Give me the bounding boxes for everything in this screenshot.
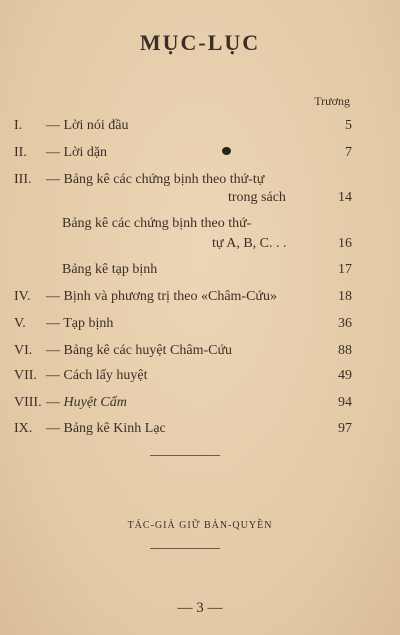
toc-entry-text: Bảng kê tạp bịnh: [62, 262, 158, 277]
divider: [150, 548, 220, 549]
toc-entry-text: — Lời dặn: [46, 145, 108, 160]
toc-entry-text: — Tạp bịnh: [46, 316, 114, 331]
toc-entry-page: 18: [338, 289, 352, 304]
toc-entry-number: VIII.: [14, 395, 42, 410]
toc-entry-text: — Bảng kê Kinh Lạc: [46, 421, 166, 436]
toc-entry-text: — Bịnh và phương trị theo «Châm-Cứu»: [46, 289, 278, 304]
toc-entry-number: IX.: [14, 421, 33, 436]
page-column-label: Trương: [314, 94, 350, 108]
toc-entry-number: V.: [14, 316, 26, 331]
toc-entry-text-continued: tự A, B, C. . .: [212, 236, 287, 251]
toc-entry: [0, 368, 400, 390]
toc-entry-number: VI.: [14, 343, 33, 358]
toc-entry-page: 94: [338, 395, 352, 410]
toc-entry-text: — Bảng kê các chứng bịnh theo thứ-tự: [46, 172, 265, 187]
toc-entry-page: 49: [338, 368, 352, 383]
toc-entry: [0, 216, 400, 238]
toc-entry-text: [46, 395, 310, 411]
toc-entry: [0, 395, 400, 417]
copyright-note: TÁC-GIẢ GIỮ BẢN-QUYỀN: [127, 520, 273, 531]
toc-entry-continuation: [0, 190, 400, 212]
toc-entry: [0, 289, 400, 311]
toc-entry-page: 16: [338, 236, 352, 251]
toc-entry-number: II.: [14, 145, 27, 160]
toc-entry: [0, 118, 400, 140]
toc-entry: [0, 421, 400, 443]
toc-entry-number: VII.: [14, 368, 37, 383]
toc-entry-dash: —: [46, 395, 60, 410]
toc-entry-page: 5: [345, 118, 352, 133]
toc-entry-number: III.: [14, 172, 32, 187]
toc-entry-italic-text: Huyệt Cấm: [63, 395, 127, 410]
toc-entry-text: — Lời nói đầu: [46, 118, 129, 133]
toc-entry-page: 17: [338, 262, 352, 277]
toc-entry-continuation: [0, 236, 400, 258]
toc-entry-page: 14: [338, 190, 352, 205]
toc-entry-number: IV.: [14, 289, 31, 304]
page-title: MỤC-LỤC: [139, 30, 261, 55]
toc-entry: [0, 262, 400, 284]
toc-entry-page: 88: [338, 343, 352, 358]
toc-entry-text: — Bảng kê các huyệt Châm-Cứu: [46, 343, 233, 358]
toc-entry-text: — Cách lấy huyệt: [46, 368, 148, 383]
toc-entry-page: 97: [338, 421, 352, 436]
toc-entry: [0, 145, 400, 167]
toc-entry-text-continued: trong sách: [228, 190, 286, 205]
toc-entry-text: Bảng kê các chứng bịnh theo thứ-: [62, 216, 252, 231]
toc-entry: [0, 316, 400, 338]
divider: [150, 455, 220, 456]
toc-entry: [0, 343, 400, 365]
toc-entry-number: I.: [14, 118, 23, 133]
toc-entry-page: 7: [345, 145, 352, 160]
page-number: — 3 —: [177, 600, 223, 616]
toc-entry-page: 36: [338, 316, 352, 331]
